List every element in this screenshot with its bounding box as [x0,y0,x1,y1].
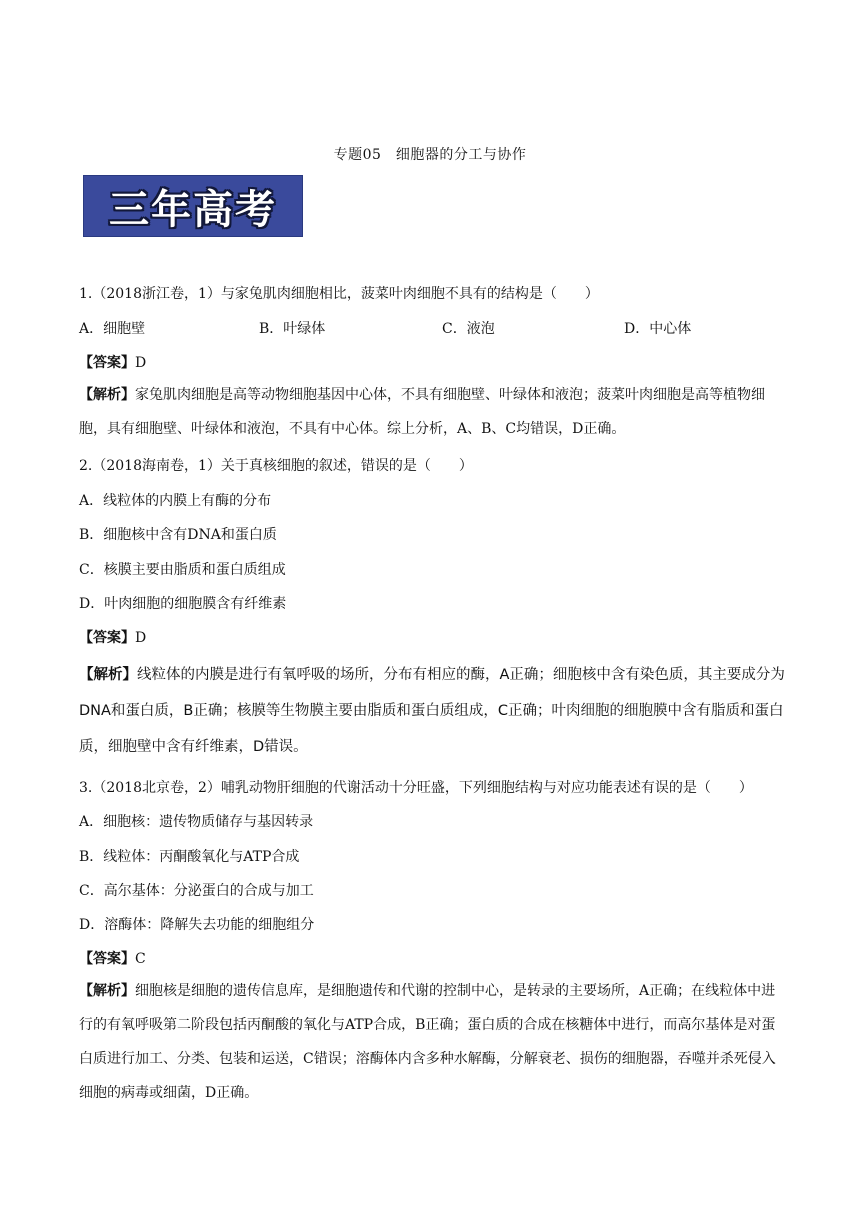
answer-tag: 【答案】 [79,355,135,371]
q1-answer [79,352,146,372]
q2-option-c: C．核膜主要由脂质和蛋白质组成 [79,562,286,578]
q3-analysis [79,974,785,1110]
q3-option-b: B．线粒体：丙酮酸氧化与ATP合成 [79,849,300,865]
q3-option-c: C．高尔基体：分泌蛋白的合成与加工 [79,883,314,899]
q3-answer [79,948,146,968]
q2-stem: 2.（2018海南卷，1）关于真核细胞的叙述，错误的是（ ） [79,458,473,474]
banner-logo [83,175,303,237]
q2-option-b: B．细胞核中含有DNA和蛋白质 [79,527,277,543]
q1-option-d: D．中心体 [624,321,692,337]
answer-value: D [135,630,147,646]
analysis-text: 家兔肌肉细胞是高等动物细胞基因中心体，不具有细胞壁、叶绿体和液泡；菠菜叶肉细胞是高等植物细胞，具有细胞壁、叶绿体和液泡，不具有中心体。综上分析，A、B、C均错误，D正确。 [79,387,765,437]
q3-option-d: D．溶酶体：降解失去功能的细胞组分 [79,917,315,933]
banner-text: 三年高考 [109,186,277,233]
analysis-text: 线粒体的内膜是进行有氧呼吸的场所，分布有相应的酶，A正确；细胞核中含有染色质，其主要成分为DNA和蛋白质，B正确；核膜等生物膜主要由脂质和蛋白质组成，C正确；叶肉细胞的细胞膜中含有脂质和蛋白质，细胞壁中含有纤维素，D错误。 [79,667,785,755]
q1-stem: 1.（2018浙江卷，1）与家兔肌肉细胞相比，菠菜叶肉细胞不具有的结构是（ ） [79,286,599,302]
q3-stem: 3.（2018北京卷，2）哺乳动物肝细胞的代谢活动十分旺盛，下列细胞结构与对应功能表述有误的是（ ） [79,780,753,796]
analysis-tag: 【解析】 [79,387,135,403]
q2-option-d: D．叶肉细胞的细胞膜含有纤维素 [79,596,287,612]
q1-option-c: C．液泡 [442,321,495,337]
q1-option-a: A．细胞壁 [79,321,146,337]
analysis-tag: 【解析】 [79,667,137,683]
q2-analysis [79,657,785,765]
answer-value: C [135,951,146,967]
answer-value: D [135,355,147,371]
page-title: 专题05 细胞器的分工与协作 [333,147,527,163]
q2-answer [79,627,146,647]
answer-tag: 【答案】 [79,630,135,646]
analysis-tag: 【解析】 [79,983,135,999]
q2-option-a: A．线粒体的内膜上有酶的分布 [79,493,272,509]
q1-analysis [79,378,785,446]
analysis-text: 细胞核是细胞的遗传信息库，是细胞遗传和代谢的控制中心，是转录的主要场所，A正确；在线粒体中进行的有氧呼吸第二阶段包括丙酮酸的氧化与ATP合成，B正确；蛋白质的合成在核糖体中进行，而高尔基体是对蛋白质进行加工、分类、包装和运送，C错误；溶酶体内含多种水解酶，分解衰老、损伤的细胞器，吞噬并杀死侵入细胞的病毒或细菌，D正确。 [79,983,776,1101]
answer-tag: 【答案】 [79,951,135,967]
q1-option-b: B．叶绿体 [259,321,326,337]
q3-option-a: A．细胞核：遗传物质储存与基因转录 [79,814,314,830]
